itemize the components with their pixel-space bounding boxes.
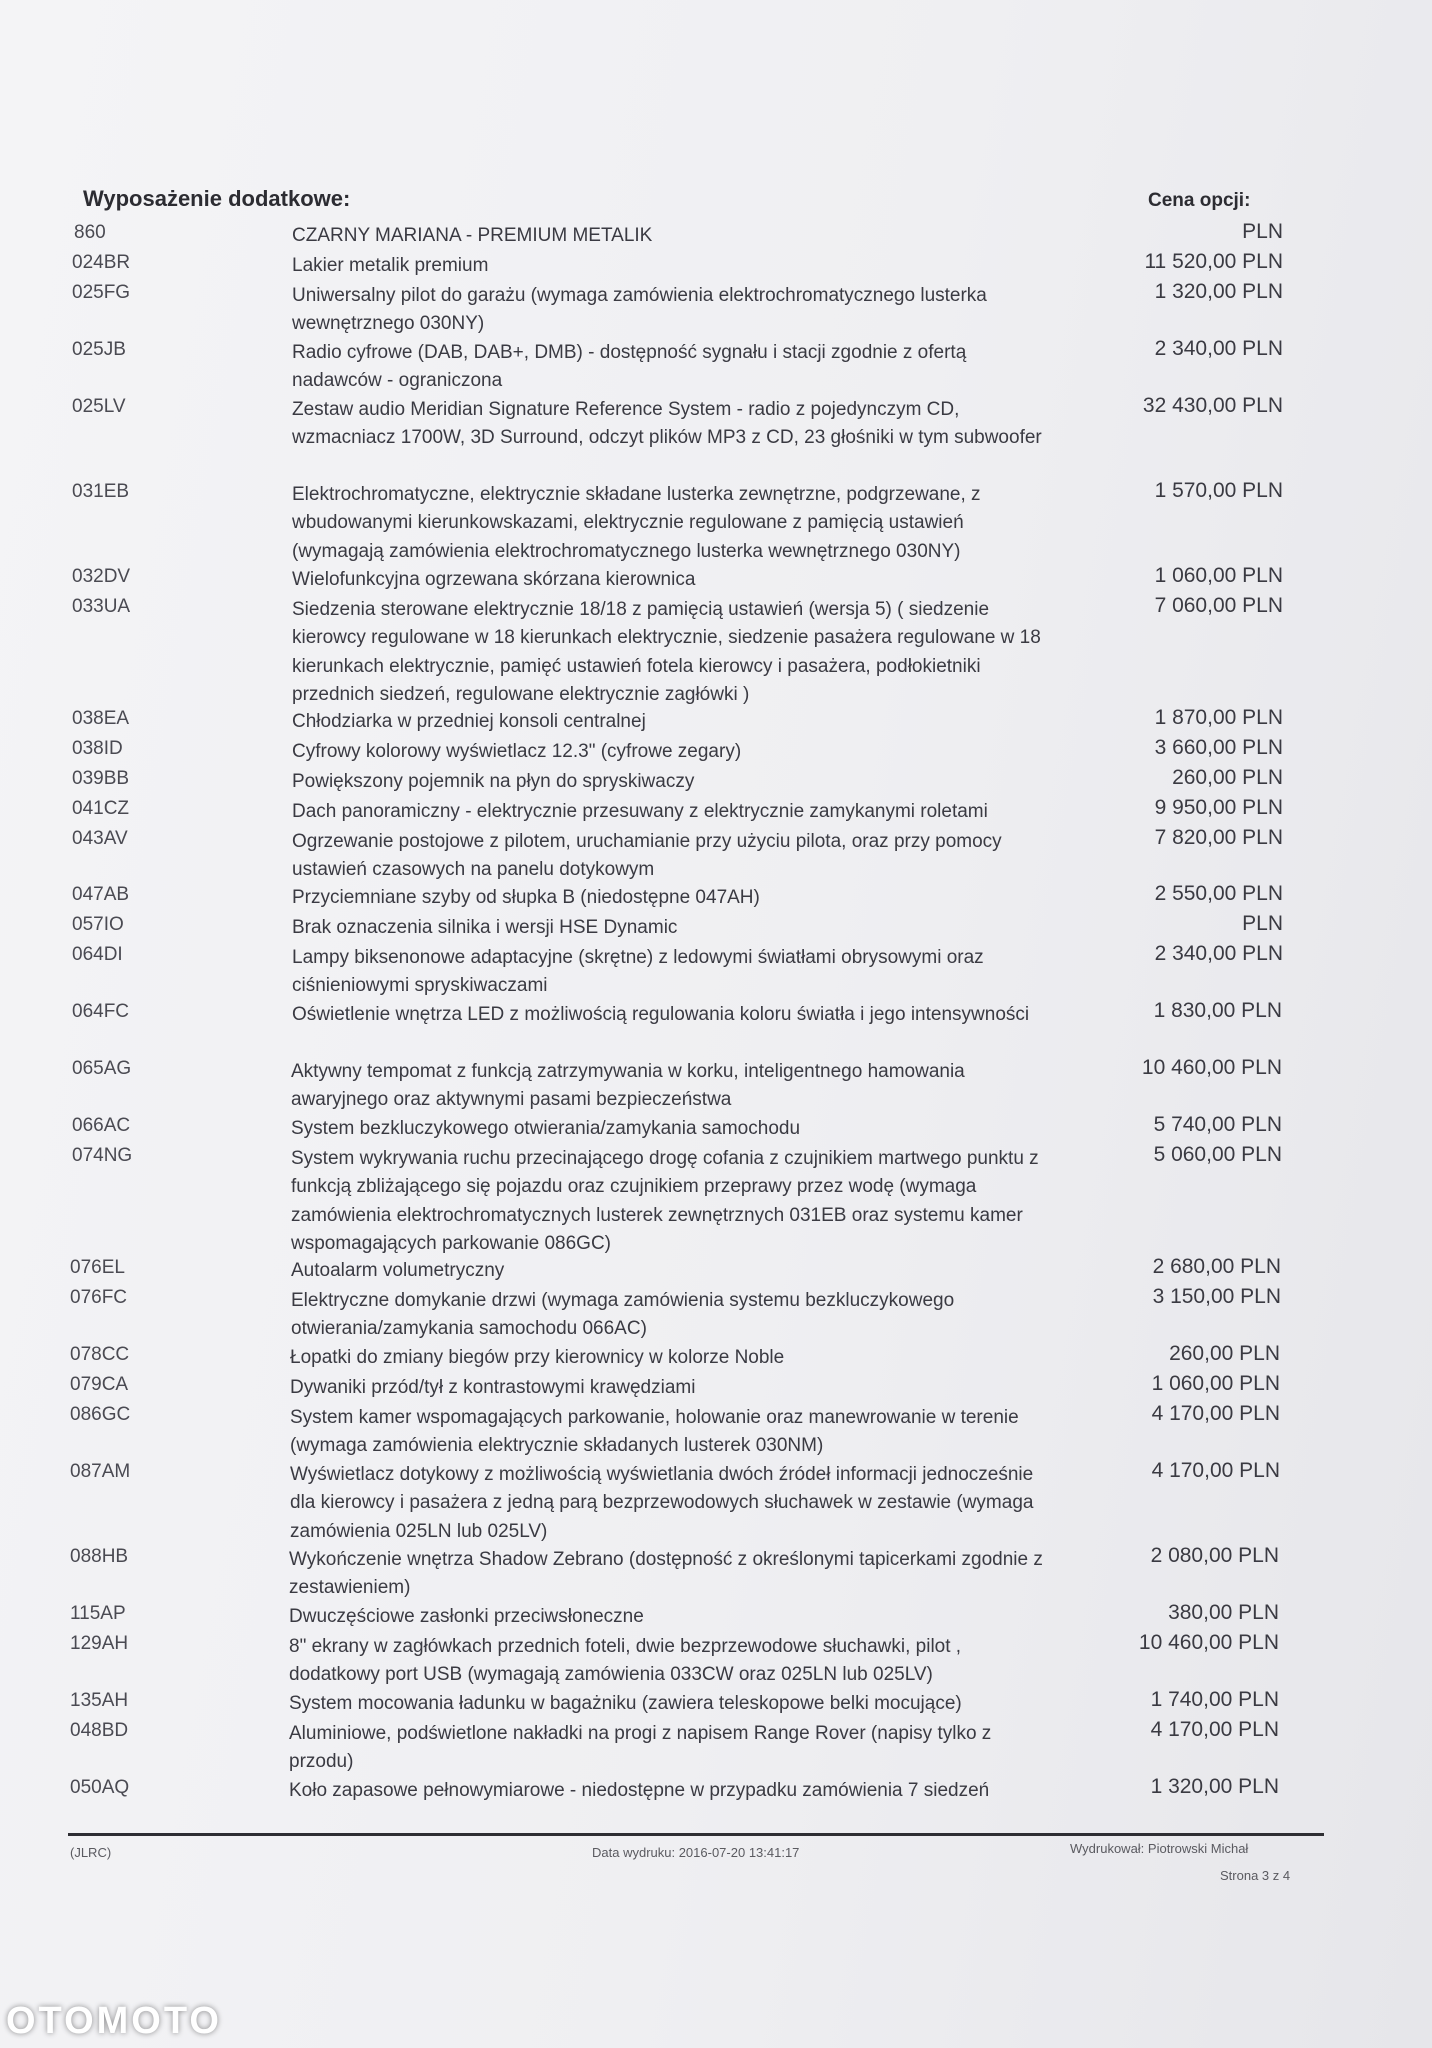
option-code: 039BB xyxy=(72,768,130,789)
option-price: 2 340,00 PLN xyxy=(1154,942,1283,965)
option-description: Cyfrowy kolorowy wyświetlacz 12.3" (cyfrowe zegary) xyxy=(292,741,742,762)
option-price: 1 060,00 PLN xyxy=(1154,564,1283,587)
option-description: Oświetlenie wnętrza LED z możliwością regulowania koloru światła i jego intensywności xyxy=(292,1004,1030,1025)
option-code: 025JB xyxy=(72,339,126,360)
option-price: 2 550,00 PLN xyxy=(1154,882,1283,905)
option-description: Ogrzewanie postojowe z pilotem, uruchamianie przy użyciu pilota, oraz przy pomocy ustawień czasowych na panelu dotykowym xyxy=(292,831,1002,881)
option-description: Lakier metalik premium xyxy=(292,255,489,276)
option-price: 380,00 PLN xyxy=(1168,1601,1279,1624)
option-row xyxy=(0,798,1432,828)
option-description: Koło zapasowe pełnowymiarowe - niedostępne w przypadku zamówienia 7 siedzeń xyxy=(289,1780,990,1801)
option-row xyxy=(0,1115,1432,1145)
option-code: 033UA xyxy=(72,596,131,617)
option-row xyxy=(0,1285,1432,1340)
watermark-logo: OTOMOTO xyxy=(6,2000,222,2042)
option-description: System mocowania ładunku w bagażniku (zawiera teleskopowe belki mocujące) xyxy=(289,1693,962,1714)
option-row xyxy=(0,1001,1432,1031)
option-price: 7 820,00 PLN xyxy=(1154,826,1283,849)
option-row xyxy=(0,884,1432,914)
option-price: 9 950,00 PLN xyxy=(1154,796,1283,819)
option-price: 1 320,00 PLN xyxy=(1150,1775,1279,1798)
option-row xyxy=(0,1631,1432,1686)
option-price: 5 740,00 PLN xyxy=(1153,1113,1282,1136)
option-price: 260,00 PLN xyxy=(1172,766,1283,789)
option-row xyxy=(0,1459,1432,1542)
option-code: 066AC xyxy=(72,1115,131,1136)
option-description: Przyciemniane szyby od słupka B (niedostępne 047AH) xyxy=(292,887,760,908)
option-description: Brak oznaczenia silnika i wersji HSE Dynamic xyxy=(292,917,678,938)
option-price: 3 660,00 PLN xyxy=(1154,736,1283,759)
option-code: 064DI xyxy=(72,944,123,965)
option-description: Zestaw audio Meridian Signature Reference System - radio z pojedynczym CD, wzmacniacz 1700W, 3D Surround, odczyt plików MP3 z CD, 23 głośniki w tym subwoofer xyxy=(292,399,1042,449)
option-price: 5 060,00 PLN xyxy=(1153,1143,1282,1166)
option-row xyxy=(0,252,1432,282)
option-row xyxy=(0,1374,1432,1404)
option-code: 025FG xyxy=(72,282,131,303)
option-price: 3 150,00 PLN xyxy=(1152,1285,1281,1308)
option-description: Dywaniki przód/tył z kontrastowymi krawędziami xyxy=(290,1377,696,1398)
option-code: 032DV xyxy=(72,566,131,587)
option-row xyxy=(0,738,1432,768)
option-price: 2 080,00 PLN xyxy=(1150,1544,1279,1567)
option-price: 32 430,00 PLN xyxy=(1142,394,1283,417)
footer-divider xyxy=(68,1833,1324,1836)
option-row xyxy=(0,1257,1432,1287)
option-code: 038EA xyxy=(72,708,130,729)
option-price: 2 340,00 PLN xyxy=(1154,337,1283,360)
option-price: 1 570,00 PLN xyxy=(1154,479,1283,502)
option-description: System kamer wspomagających parkowanie, holowanie oraz manewrowanie w terenie (wymaga zamówienia elektrycznie składanych lusterek 030NM) xyxy=(290,1407,1019,1457)
footer-page-number: Strona 3 z 4 xyxy=(1220,1868,1291,1883)
option-row xyxy=(0,566,1432,596)
option-price: 4 170,00 PLN xyxy=(1151,1402,1280,1425)
option-price: 1 870,00 PLN xyxy=(1154,706,1283,729)
option-description: System wykrywania ruchu przecinającego drogę cofania z czujnikiem martwego punktu z funkcją zbliżającego się pojazdu oraz czujnikiem przeprawy przez wodę (wymaga zamówienia elektrochromatycznych lusterek zewnętrznych 031EB oraz systemu kamer wspomagających parkowanie 086GC) xyxy=(291,1148,1039,1254)
option-code: 078CC xyxy=(70,1344,130,1365)
option-price: 1 740,00 PLN xyxy=(1150,1688,1279,1711)
option-row xyxy=(0,1690,1432,1720)
option-row xyxy=(0,1603,1432,1633)
option-description: Wykończenie wnętrza Shadow Zebrano (dostępność z określonymi tapicerkami zgodnie z zestawieniem) xyxy=(289,1549,1043,1599)
option-description: Aktywny tempomat z funkcją zatrzymywania w korku, inteligentnego hamowania awaryjnego oraz aktywnymi pasami bezpieczeństwa xyxy=(291,1061,965,1111)
option-code: 050AQ xyxy=(70,1777,130,1798)
option-row xyxy=(0,942,1432,997)
option-description: Autoalarm volumetryczny xyxy=(291,1260,505,1281)
footer-printed-by: Wydrukował: Piotrowski Michał xyxy=(1070,1841,1249,1856)
option-code: 087AM xyxy=(70,1461,131,1482)
option-price: 260,00 PLN xyxy=(1169,1342,1280,1365)
option-code: 064FC xyxy=(72,1001,130,1022)
option-code: 074NG xyxy=(72,1145,133,1166)
option-row xyxy=(0,394,1432,449)
option-description: Chłodziarka w przedniej konsoli centralnej xyxy=(292,711,646,732)
option-code: 115AP xyxy=(70,1603,126,1624)
option-code: 057IO xyxy=(72,914,124,935)
option-row xyxy=(0,1143,1432,1254)
option-row xyxy=(0,826,1432,881)
option-description: Siedzenia sterowane elektrycznie 18/18 z pamięcią ustawień (wersja 5) ( siedzenie kierowcy regulowane w 18 kierunkach elektrycznie, siedzenie pasażera regulowane w 18 kierunkach elektrycznie, pamięć ustawień fotela kierowcy i pasażera, podłokietniki przednich siedzeń, regulowane elektrycznie zagłówki ) xyxy=(292,599,1041,705)
option-row xyxy=(0,594,1432,705)
option-price: 10 460,00 PLN xyxy=(1138,1631,1279,1654)
option-code: 135AH xyxy=(70,1690,129,1711)
option-row xyxy=(0,222,1432,252)
option-description: Elektrochromatyczne, elektrycznie składane lusterka zewnętrzne, podgrzewane, z wbudowanymi kierunkowskazami, elektrycznie regulowane z pamięcią ustawień (wymagają zamówienia elektrochromatycznego lusterka wewnętrznego 030NY) xyxy=(292,484,981,562)
section-heading: Wyposażenie dodatkowe: xyxy=(83,186,351,211)
option-row xyxy=(0,479,1432,562)
option-row xyxy=(0,337,1432,392)
option-price: 7 060,00 PLN xyxy=(1154,594,1283,617)
option-code: 031EB xyxy=(72,481,130,502)
option-row xyxy=(0,1056,1432,1111)
option-price: 1 320,00 PLN xyxy=(1154,280,1283,303)
option-code: 024BR xyxy=(72,252,131,273)
option-code: 129AH xyxy=(70,1633,129,1654)
option-description: Aluminiowe, podświetlone nakładki na progi z napisem Range Rover (napisy tylko z przodu) xyxy=(289,1723,992,1773)
option-description: 8" ekrany w zagłówkach przednich foteli, dwie bezprzewodowe słuchawki, pilot , dodatkowy port USB (wymagają zamówienia 033CW oraz 025LN lub 025LV) xyxy=(289,1636,962,1686)
option-code: 076EL xyxy=(70,1257,125,1278)
option-code: 088HB xyxy=(70,1546,129,1567)
option-row xyxy=(0,1718,1432,1773)
option-row xyxy=(0,768,1432,798)
option-row xyxy=(0,708,1432,738)
option-description: Elektryczne domykanie drzwi (wymaga zamówienia systemu bezkluczykowego otwierania/zamykania samochodu 066AC) xyxy=(291,1290,955,1340)
option-code: 065AG xyxy=(72,1058,132,1079)
option-row xyxy=(0,1777,1432,1807)
price-column-heading: Cena opcji: xyxy=(1148,190,1251,211)
option-description: Dwuczęściowe zasłonki przeciwsłoneczne xyxy=(289,1606,644,1627)
option-row xyxy=(0,914,1432,944)
option-price: 1 830,00 PLN xyxy=(1153,999,1282,1022)
footer-print-date: Data wydruku: 2016-07-20 13:41:17 xyxy=(592,1845,800,1860)
option-code: 038ID xyxy=(72,738,123,759)
option-code: 048BD xyxy=(70,1720,129,1741)
option-description: Wyświetlacz dotykowy z możliwością wyświetlania dwóch źródeł informacji jednocześnie dla kierowcy i pasażera z jedną parą bezprzewodowych słuchawek w zestawie (wymaga zamówienia 025LN lub 025LV) xyxy=(290,1464,1034,1542)
option-description: CZARNY MARIANA - PREMIUM METALIK xyxy=(292,225,653,246)
option-price: 2 680,00 PLN xyxy=(1152,1255,1281,1278)
option-row xyxy=(0,1402,1432,1457)
option-code: 079CA xyxy=(70,1374,129,1395)
option-description: Wielofunkcyjna ogrzewana skórzana kierownica xyxy=(292,569,696,590)
option-code: 086GC xyxy=(70,1404,131,1425)
option-row xyxy=(0,280,1432,335)
option-price: 1 060,00 PLN xyxy=(1151,1372,1280,1395)
option-code: 860 xyxy=(74,222,106,243)
option-price: 4 170,00 PLN xyxy=(1150,1718,1279,1741)
option-price: 4 170,00 PLN xyxy=(1151,1459,1280,1482)
option-price: 11 520,00 PLN xyxy=(1144,250,1283,273)
option-price: 10 460,00 PLN xyxy=(1141,1056,1282,1079)
option-description: Lampy biksenonowe adaptacyjne (skrętne) z ledowymi światłami obrysowymi oraz ciśnieniowymi spryskiwaczami xyxy=(292,947,984,997)
option-code: 076FC xyxy=(70,1287,128,1308)
option-description: Radio cyfrowe (DAB, DAB+, DMB) - dostępność sygnału i stacji zgodnie z ofertą nadawców - ograniczona xyxy=(292,342,967,392)
option-code: 025LV xyxy=(72,396,126,417)
option-code: 041CZ xyxy=(72,798,130,819)
option-description: System bezkluczykowego otwierania/zamykania samochodu xyxy=(291,1118,801,1139)
option-description: Łopatki do zmiany biegów przy kierownicy w kolorze Noble xyxy=(290,1347,785,1368)
option-code: 043AV xyxy=(72,828,128,849)
option-description: Uniwersalny pilot do garażu (wymaga zamówienia elektrochromatycznego lusterka wewnętrznego 030NY) xyxy=(292,285,987,335)
option-row xyxy=(0,1344,1432,1374)
option-row xyxy=(0,1544,1432,1599)
option-code: 047AB xyxy=(72,884,130,905)
option-description: Dach panoramiczny - elektrycznie przesuwany z elektrycznie zamykanymi roletami xyxy=(292,801,988,822)
option-description: Powiększony pojemnik na płyn do spryskiwaczy xyxy=(292,771,695,792)
footer-company: (JLRC) xyxy=(70,1845,112,1860)
option-price: PLN xyxy=(1242,912,1283,935)
option-price: PLN xyxy=(1242,220,1283,243)
